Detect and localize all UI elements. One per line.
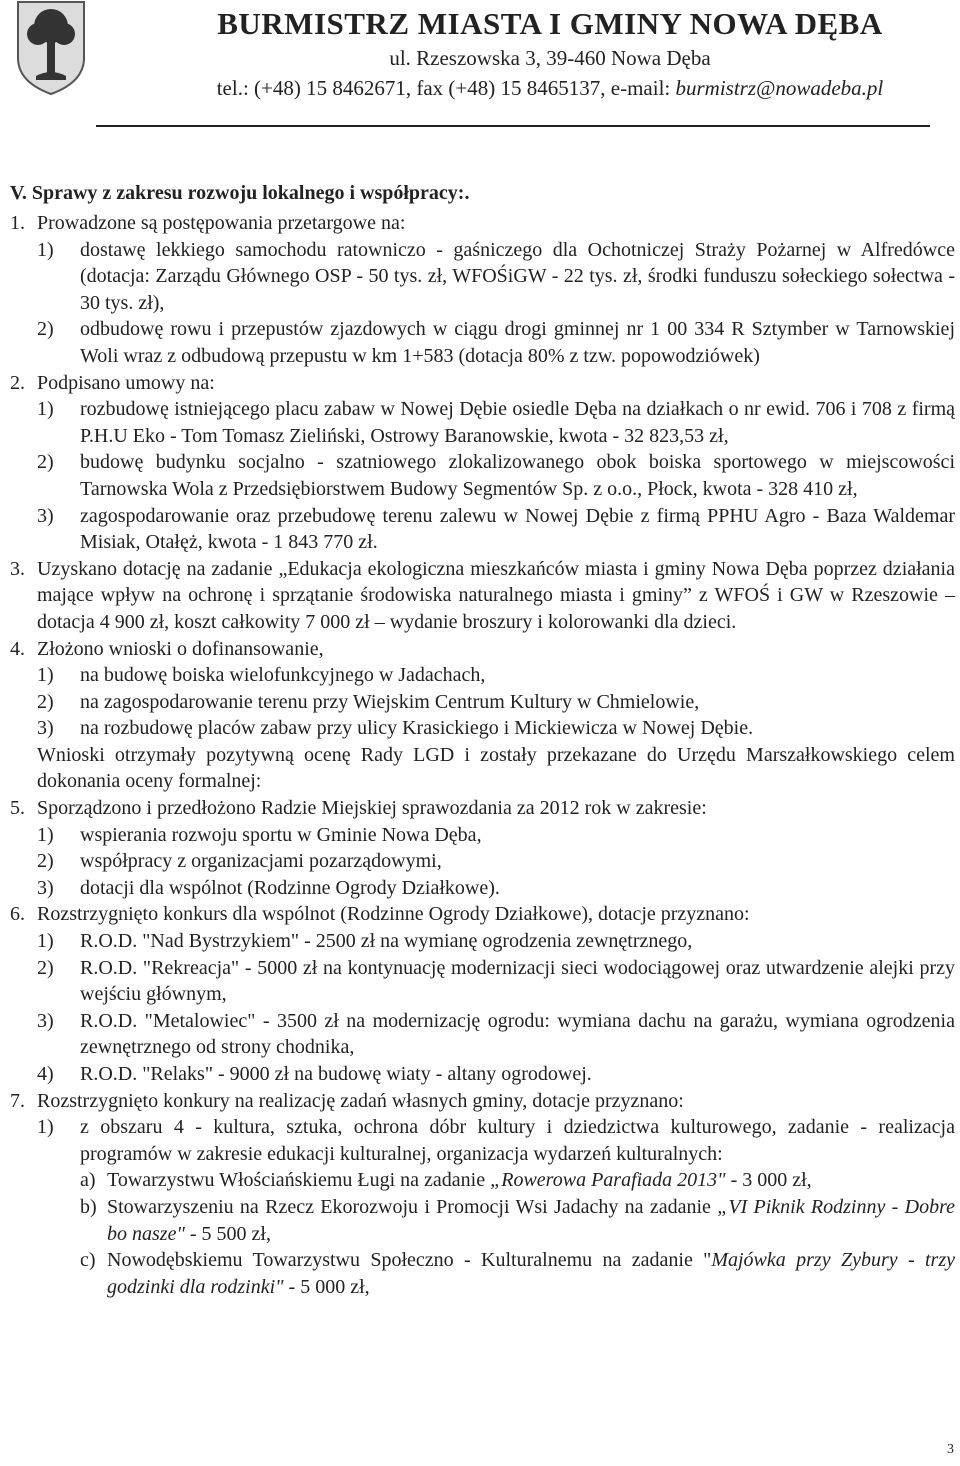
sub-item [10, 316, 955, 369]
item-number: 1. [10, 212, 25, 234]
item-text: Rozstrzygnięto konkurs dla wspólnot (Rodzinne Ogrody Działkowe), dotacje przyznano: [37, 903, 750, 926]
sub-text: wspierania rozwoju sportu w Gminie Nowa Dęba, [80, 823, 482, 846]
project-title: Majówka przy Zybury - trzy godzinki dla rodzinki" [107, 1249, 955, 1298]
sub-text: dotacji dla wspólnot (Rodzinne Ogrody Działkowe). [80, 876, 500, 899]
sub-text: dostawę lekkiego samochodu ratowniczo - gaśniczego dla Ochotniczej Straży Pożarnej w Alfredówce (dotacja: Zarządu Głównego OSP - 50 tys. zł, WFOŚiGW - 22 tys. zł, środki funduszu sołeckiego sołectwa - 30 tys. zł), [80, 238, 955, 314]
sub-number: 2) [37, 690, 54, 713]
letter-item [10, 1167, 955, 1194]
sub-item [10, 449, 955, 502]
sub-text: na budowę boiska wielofunkcyjnego w Jadachach, [80, 664, 486, 687]
letter-amount: - 5 500 zł, [184, 1222, 271, 1245]
sub-item [10, 1061, 955, 1088]
section-content [10, 210, 955, 1300]
item-number: 3. [10, 557, 25, 580]
sub-text: R.O.D. "Relaks" - 9000 zł na budowę wiaty - altany ogrodowej. [80, 1063, 592, 1085]
project-title: „VI Piknik Rodzinny - Dobre bo nasze" [107, 1195, 955, 1245]
section-title: V. Sprawy z zakresu rozwoju lokalnego i współpracy:. [10, 182, 470, 204]
item-number: 6. [10, 903, 25, 926]
sub-item [10, 396, 955, 449]
item-text: Sporządzono i przedłożono Radzie Miejskiej sprawozdania za 2012 rok w zakresie: [37, 797, 707, 820]
sub-number: 1) [37, 238, 54, 261]
item-text: Prowadzone są postępowania przetargowe na: [37, 212, 406, 234]
sub-text: R.O.D. "Nad Bystrzykiem" - 2500 zł na wymianę ogrodzenia zewnętrznego, [80, 930, 693, 953]
sub-text: R.O.D. "Metalowiec" - 3500 zł na modernizację ogrodu: wymiana dachu na garażu, wymiana ogrodzenia zewnętrznego od strony chodnika, [80, 1009, 955, 1059]
letter-item [10, 1247, 955, 1300]
sub-text: budowę budynku socjalno - szatniowego zlokalizowanego obok boiska sportowego w miejscowości Tarnowska Wola z Przedsiębiorstwem Budowy Segmentów Sp. z o.o., Płock, kwota - 328 410 zł, [80, 451, 955, 500]
sub-item [10, 503, 955, 556]
letterhead-contact [150, 76, 950, 101]
item-text: Uzyskano dotację na zadanie „Edukacja ekologiczna mieszkańców miasta i gminy Nowa Dęba poprzez działania mające wpływ na ochronę i sprzątanie środowiska naturalnego miasta i gminy” z WFOŚ i GW w Rzeszowie – dotacja 4 900 zł, koszt całkowity 7 000 zł – wydanie broszury i kolorowanki dla dzieci. [37, 557, 955, 633]
sub-item [10, 689, 955, 716]
sub-item [10, 822, 955, 849]
sub-text: na zagospodarowanie terenu przy Wiejskim Centrum Kultury w Chmielowie, [80, 690, 700, 713]
sub-item [10, 848, 955, 875]
item-text: Podpisano umowy na: [37, 371, 215, 394]
list-item [10, 210, 955, 237]
list-item [10, 556, 955, 636]
item-number: 4. [10, 637, 25, 660]
sub-item [10, 662, 955, 689]
sub-number: 3) [37, 717, 54, 740]
sub-number: 4) [37, 1063, 54, 1085]
sub-number: 2) [37, 850, 54, 873]
item-note: Wnioski otrzymały pozytywną ocenę Rady LGD i zostały przekazane do Urzędu Marszałkowskiego celem dokonania oceny formalnej: [37, 743, 955, 793]
contact-phone-fax: tel.: (+48) 15 8462671, fax (+48) 15 8465137, e-mail: [216, 76, 676, 100]
page-number: 3 [947, 1442, 954, 1457]
sub-text: współpracy z organizacjami pozarządowymi, [80, 850, 442, 873]
sub-text: R.O.D. "Rekreacja" - 5000 zł na kontynuację modernizacji sieci wodociągowej oraz utwardzenie alejki przy wejściu głównym, [80, 956, 955, 1006]
list-item [10, 370, 955, 397]
sub-text: odbudowę rowu i przepustów zjazdowych w ciągu drogi gminnej nr 1 00 334 R Sztymber w Tarnowskiej Woli wraz z odbudową przepustu w km 1+583 (dotacja 80% z tzw. popowodziówek) [80, 318, 955, 367]
letter-amount: - 3 000 zł, [725, 1169, 812, 1192]
project-title: „Rowerowa Parafiada 2013" [490, 1169, 726, 1192]
contact-email-link[interactable]: burmistrz@nowadeba.pl [675, 76, 884, 100]
sub-number: 2) [37, 451, 54, 474]
sub-number: 2) [37, 956, 54, 979]
item-number: 7. [10, 1089, 25, 1112]
sub-item [10, 715, 955, 742]
letterhead-address: ul. Rzeszowska 3, 39-460 Nowa Dęba [389, 46, 711, 70]
item-number: 2. [10, 371, 25, 394]
item-number: 5. [10, 797, 25, 820]
coat-of-arms-logo [16, 0, 86, 96]
item-text: Złożono wnioski o dofinansowanie, [37, 637, 324, 660]
sub-number: 1) [37, 930, 54, 953]
letter-number: a) [80, 1169, 96, 1192]
sub-item [10, 1114, 955, 1167]
list-item [10, 1088, 955, 1115]
item-text: Rozstrzygnięto konkury na realizację zadań własnych gminy, dotacje przyznano: [37, 1089, 684, 1112]
letter-text: Towarzystwu Włościańskiemu Ługi na zadanie [107, 1169, 491, 1192]
sub-item [10, 875, 955, 902]
sub-text: na rozbudowę placów zabaw przy ulicy Krasickiego i Mickiewicza w Nowej Dębie. [80, 717, 754, 740]
sub-item [10, 955, 955, 1008]
sub-item [10, 1008, 955, 1061]
letter-number: c) [80, 1249, 96, 1272]
sub-item [10, 237, 955, 317]
letter-item [10, 1194, 955, 1247]
sub-number: 3) [37, 876, 54, 899]
letter-amount: - 5 000 zł, [283, 1275, 370, 1298]
sub-text: rozbudowę istniejącego placu zabaw w Nowej Dębie osiedle Dęba na działkach o nr ewid. 706 i 708 z firmą P.H.U Eko - Tom Tomasz Zieliński, Ostrowy Baranowskie, kwota - 32 823,53 zł, [80, 398, 955, 447]
sub-item [10, 928, 955, 955]
letter-text: Nowodębskiemu Towarzystwu Społeczno - Kulturalnemu na zadanie " [107, 1249, 712, 1272]
sub-number: 2) [37, 318, 54, 341]
sub-text: zagospodarowanie oraz przebudowę terenu zalewu w Nowej Dębie z firmą PPHU Agro - Baza Waldemar Misiak, Otałęż, kwota - 1 843 770 zł. [80, 504, 955, 554]
sub-number: 3) [37, 1009, 54, 1032]
list-item [10, 901, 955, 928]
sub-number: 1) [37, 823, 54, 846]
sub-number: 3) [37, 504, 54, 527]
letter-text: Stowarzyszeniu na Rzecz Ekorozwoju i Promocji Wsi Jadachy na zadanie [107, 1195, 718, 1218]
list-item [10, 795, 955, 822]
letter-number: b) [80, 1195, 97, 1218]
header-divider [96, 125, 930, 127]
sub-number: 1) [37, 1116, 54, 1139]
sub-number: 1) [37, 664, 54, 687]
sub-text: z obszaru 4 - kultura, sztuka, ochrona dóbr kultury i dziedzictwa kulturowego, zadanie - realizacja programów w zakresie edukacji kulturalnej, organizacja wydarzeń kulturalnych: [80, 1116, 955, 1165]
list-item [10, 636, 955, 663]
letterhead-title: BURMISTRZ MIASTA I GMINY NOWA DĘBA [217, 6, 883, 41]
sub-number: 1) [37, 398, 54, 421]
